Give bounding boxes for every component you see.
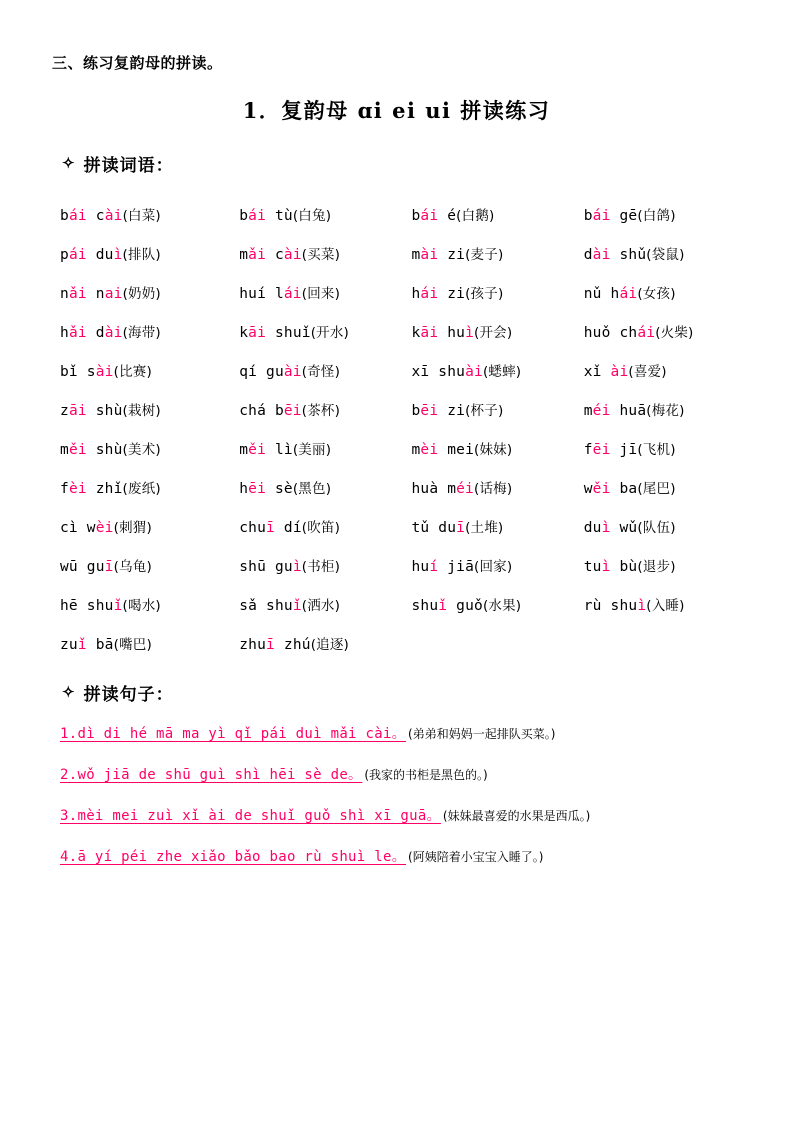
table-row xyxy=(48,350,745,389)
section-heading: 三、练习复韵母的拼读。 xyxy=(52,54,223,72)
subheading-words-label: 拼读词语： xyxy=(83,156,174,176)
sentence-gloss: (阿姨陪着小宝宝入睡了。) xyxy=(408,850,544,864)
sentence-pinyin: wǒ jiā de shū guì shì hēi sè de。 xyxy=(77,767,363,783)
word-cell: tuì bù(退步) xyxy=(583,558,676,575)
word-cell: shū guì(书柜) xyxy=(239,558,341,575)
list-item xyxy=(60,764,745,784)
table-row xyxy=(48,233,745,272)
word-cell: mài zi(麦子) xyxy=(411,246,504,263)
word-cell: xǐ ài(喜爱) xyxy=(583,363,667,380)
word-cell: méi huā(梅花) xyxy=(583,402,685,419)
sentence-pinyin: ā yí péi zhe xiǎo bǎo bao rù shuì le。 xyxy=(77,849,407,865)
table-row xyxy=(48,272,745,311)
word-cell: pái duì(排队) xyxy=(60,246,161,263)
word-cell xyxy=(403,623,577,662)
word-cell: xī shuài(蟋蟀) xyxy=(411,363,522,380)
table-row xyxy=(48,623,745,662)
word-cell: rù shuì(入睡) xyxy=(583,597,685,614)
word-cell: shuǐ guǒ(水果) xyxy=(411,597,522,614)
word-cell: hē shuǐ(喝水) xyxy=(60,597,161,614)
word-cell: dài shǔ(袋鼠) xyxy=(583,246,685,263)
sentence-gloss: (弟弟和妈妈一起排队买菜。) xyxy=(408,727,556,741)
sentence-number: 1. xyxy=(60,726,78,742)
word-cell: duì wǔ(队伍) xyxy=(583,519,676,536)
word-cell: hēi sè(黑色) xyxy=(239,480,332,497)
sentence-number: 2. xyxy=(60,767,78,783)
word-cell: fèi zhǐ(废纸) xyxy=(60,480,161,497)
table-row xyxy=(48,389,745,428)
word-cell: nǔ hái(女孩) xyxy=(583,285,676,302)
table-row xyxy=(48,311,745,350)
diamond-icon: ✧ xyxy=(62,154,76,172)
word-cell: huǒ chái(火柴) xyxy=(583,324,694,341)
word-cell: zāi shù(栽树) xyxy=(60,402,161,419)
word-cell: zhuī zhú(追逐) xyxy=(239,636,350,653)
word-cell: cì wèi(刺猬) xyxy=(60,519,152,536)
sentence-pinyin: mèi mei zuì xǐ ài de shuǐ guǒ shì xī guā。 xyxy=(77,808,441,824)
table-row xyxy=(48,467,745,506)
word-cell: sǎ shuǐ(洒水) xyxy=(239,597,341,614)
word-cell: bái gē(白鸽) xyxy=(583,207,676,224)
word-cell: huí lái(回来) xyxy=(239,285,341,302)
word-cell: hái zi(孩子) xyxy=(411,285,504,302)
word-cell: hǎi dài(海带) xyxy=(60,324,161,341)
word-cell: měi shù(美术) xyxy=(60,441,161,458)
word-cell: nǎi nai(奶奶) xyxy=(60,285,161,302)
table-row xyxy=(48,194,745,233)
word-cell: qí guài(奇怪) xyxy=(239,363,341,380)
word-cell: zuǐ bā(嘴巴) xyxy=(60,636,152,653)
subheading-sentences-label: 拼读句子： xyxy=(83,685,174,705)
word-cell: bái tù(白兔) xyxy=(239,207,332,224)
word-cell: mǎi cài(买菜) xyxy=(239,246,341,263)
list-item xyxy=(60,805,745,825)
sentence-gloss: (我家的书柜是黑色的。) xyxy=(364,768,488,782)
diamond-icon: ✧ xyxy=(62,683,76,701)
table-row xyxy=(48,545,745,584)
word-cell: chuī dí(吹笛) xyxy=(239,519,341,536)
word-cell: bǐ sài(比赛) xyxy=(60,363,152,380)
word-cell: kāi huì(开会) xyxy=(411,324,513,341)
words-table-body xyxy=(48,194,745,662)
subheading-sentences xyxy=(62,680,745,705)
list-item xyxy=(60,846,745,866)
subheading-words xyxy=(62,151,745,176)
word-cell: wěi ba(尾巴) xyxy=(583,480,676,497)
word-cell: bái é(白鹅) xyxy=(411,207,495,224)
sentence-gloss: (妹妹最喜爱的水果是西瓜。) xyxy=(442,809,591,823)
pinyin-words-table xyxy=(48,194,745,662)
table-row xyxy=(48,584,745,623)
word-cell: huà méi(话梅) xyxy=(411,480,513,497)
word-cell: bái cài(白菜) xyxy=(60,207,161,224)
sentence-number: 4. xyxy=(60,849,78,865)
word-cell: mèi mei(妹妹) xyxy=(411,441,513,458)
word-cell: kāi shuǐ(开水) xyxy=(239,324,350,341)
word-cell: bēi zi(杯子) xyxy=(411,402,504,419)
sentence-number: 3. xyxy=(60,808,78,824)
word-cell: huí jiā(回家) xyxy=(411,558,513,575)
word-cell: wū guī(乌龟) xyxy=(60,558,152,575)
table-row xyxy=(48,506,745,545)
sentence-pinyin: dì di hé mā ma yì qǐ pái duì mǎi cài。 xyxy=(77,726,407,742)
word-cell xyxy=(578,623,745,662)
word-cell: tǔ duī(土堆) xyxy=(411,519,504,536)
sentences-list xyxy=(48,723,745,866)
word-cell: fēi jī(飞机) xyxy=(583,441,676,458)
page-title: 1．复韵母 ɑi ei ui 拼读练习 xyxy=(242,98,551,123)
table-row xyxy=(48,428,745,467)
list-item xyxy=(60,723,745,743)
word-cell: měi lì(美丽) xyxy=(239,441,332,458)
word-cell: chá bēi(茶杯) xyxy=(239,402,341,419)
